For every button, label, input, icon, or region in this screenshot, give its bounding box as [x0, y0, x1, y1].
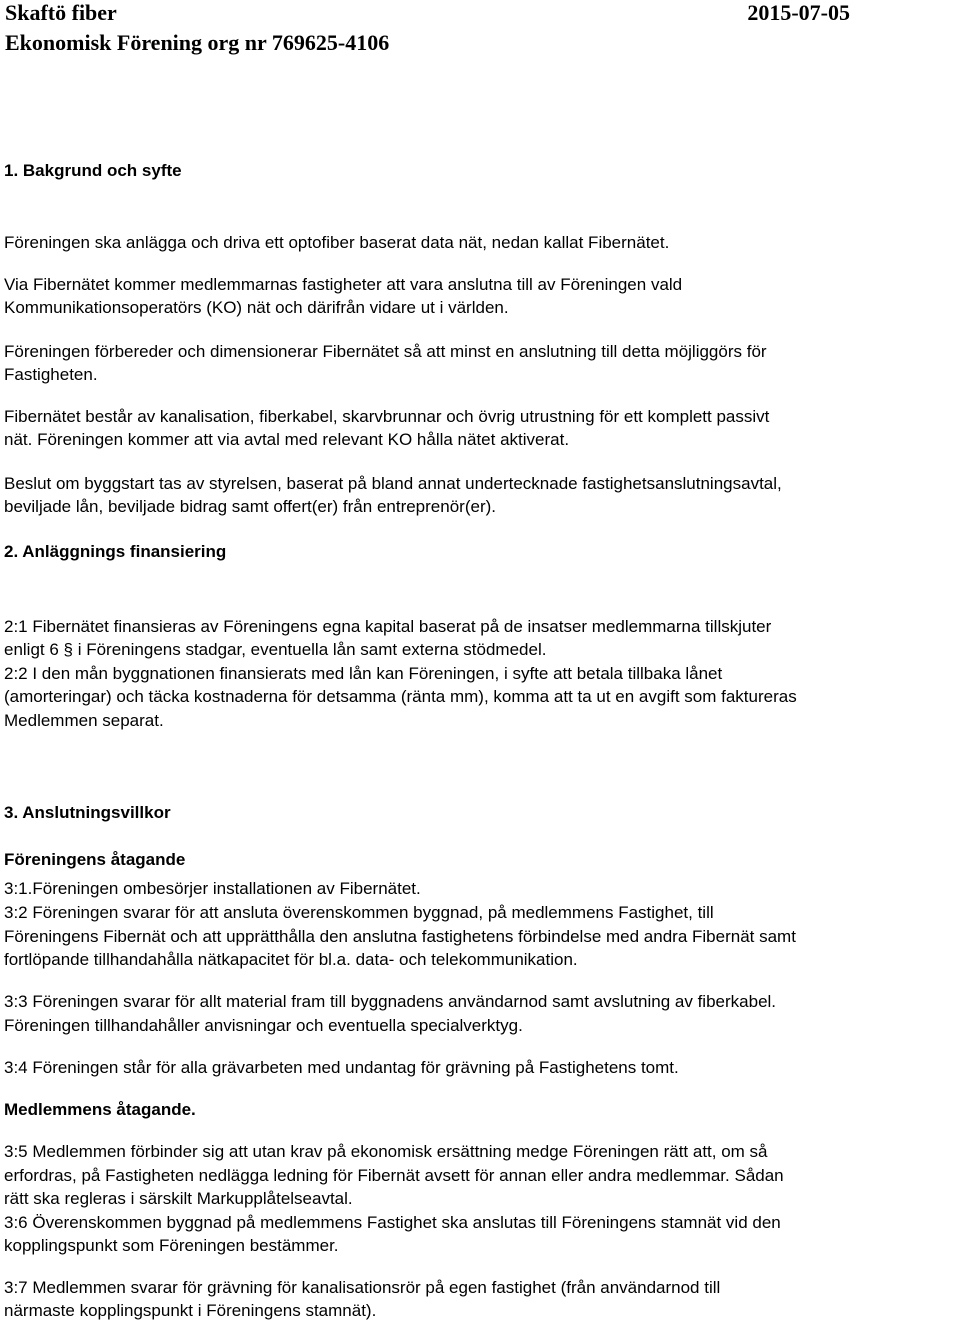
- paragraph-line: 2:2 I den mån byggnationen finansierats med lån kan Föreningen, i syfte att betala tillbaka lånet: [4, 664, 723, 683]
- paragraph-line: enligt 6 § i Föreningens stadgar, eventuella lån samt externa stödmedel.: [4, 640, 547, 659]
- section-heading: 1. Bakgrund och syfte: [4, 161, 182, 180]
- paragraph-line: Föreningen ska anlägga och driva ett optofiber baserat data nät, nedan kallat Fibernätet.: [4, 233, 670, 252]
- org-registration: Ekonomisk Förening org nr 769625-4106: [5, 30, 390, 55]
- paragraph-line: Föreningen förbereder och dimensionerar Fibernätet så att minst en anslutning till detta möjliggörs för: [4, 342, 767, 361]
- paragraph-line: beviljade lån, beviljade bidrag samt offert(er) från entreprenör(er).: [4, 497, 496, 516]
- org-header: [5, 0, 389, 58]
- paragraph-line: Föreningens Fibernät och att upprätthålla den anslutna fastighetens förbindelse med andra Fibernät samt: [4, 927, 796, 946]
- paragraph-line: närmaste kopplingspunkt i Föreningens stamnät).: [4, 1301, 377, 1320]
- paragraph-line: 3:4 Föreningen står för alla grävarbeten med undantag för grävning på Fastighetens tomt.: [4, 1058, 679, 1077]
- paragraph-line: 2:1 Fibernätet finansieras av Föreningens egna kapital baserat på de insatser medlemmarna tillskjuter: [4, 617, 772, 636]
- paragraph-line: 3:2 Föreningen svarar för att ansluta överenskommen byggnad, på medlemmens Fastighet, till: [4, 903, 714, 922]
- paragraph-line: 3:3 Föreningen svarar för allt material fram till byggnadens användarnod samt avslutning av fiberkabel.: [4, 992, 777, 1011]
- paragraph-line: kopplingspunkt som Föreningen bestämmer.: [4, 1236, 339, 1255]
- paragraph-line: Via Fibernätet kommer medlemmarnas fastigheter att vara anslutna till av Föreningen vald: [4, 275, 683, 294]
- document-date: 2015-07-05: [747, 0, 850, 25]
- paragraph-line: 3:5 Medlemmen förbinder sig att utan krav på ekonomisk ersättning medge Föreningen rätt att, om så: [4, 1142, 768, 1161]
- paragraph-line: (amorteringar) och täcka kostnaderna för detsamma (ränta mm), komma att ta ut en avgift som faktureras: [4, 687, 797, 706]
- paragraph-line: erfordras, på Fastigheten nedlägga ledning för Fibernät avsett för annan eller andra medlemmar. Sådan: [4, 1166, 784, 1185]
- paragraph-line: 3:6 Överenskommen byggnad på medlemmens Fastighet ska anslutas till Föreningens stamnät vid den: [4, 1213, 781, 1232]
- paragraph-line: 3:7 Medlemmen svarar för grävning för kanalisationsrör på egen fastighet (från användarnod till: [4, 1278, 721, 1297]
- paragraph-line: fortlöpande tillhandahålla nätkapacitet för bl.a. data- och telekommunikation.: [4, 950, 578, 969]
- paragraph-line: nät. Föreningen kommer att via avtal med relevant KO hålla nätet aktiverat.: [4, 430, 570, 449]
- section-heading: 3. Anslutningsvillkor: [4, 803, 171, 822]
- paragraph-line: Kommunikationsoperatörs (KO) nät och därifrån vidare ut i världen.: [4, 298, 509, 317]
- paragraph-line: Beslut om byggstart tas av styrelsen, baserat på bland annat undertecknade fastighetsanslutningsavtal,: [4, 474, 782, 493]
- paragraph-line: Fastigheten.: [4, 365, 98, 384]
- paragraph-line: Föreningen tillhandahåller anvisningar och eventuella specialverktyg.: [4, 1016, 523, 1035]
- paragraph-line: rätt ska regleras i särskilt Markupplåtelseavtal.: [4, 1189, 353, 1208]
- section-heading: 2. Anläggnings finansiering: [4, 542, 227, 561]
- subheading-foreningens-atagande: Föreningens åtagande: [4, 850, 186, 869]
- org-name: Skaftö fiber: [5, 0, 117, 25]
- paragraph-line: Medlemmen separat.: [4, 711, 164, 730]
- paragraph-line: 3:1.Föreningen ombesörjer installationen av Fibernätet.: [4, 879, 421, 898]
- paragraph-line: Fibernätet består av kanalisation, fiberkabel, skarvbrunnar och övrig utrustning för ett komplett passivt: [4, 407, 770, 426]
- subheading-medlemmens-atagande: Medlemmens åtagande.: [4, 1100, 196, 1119]
